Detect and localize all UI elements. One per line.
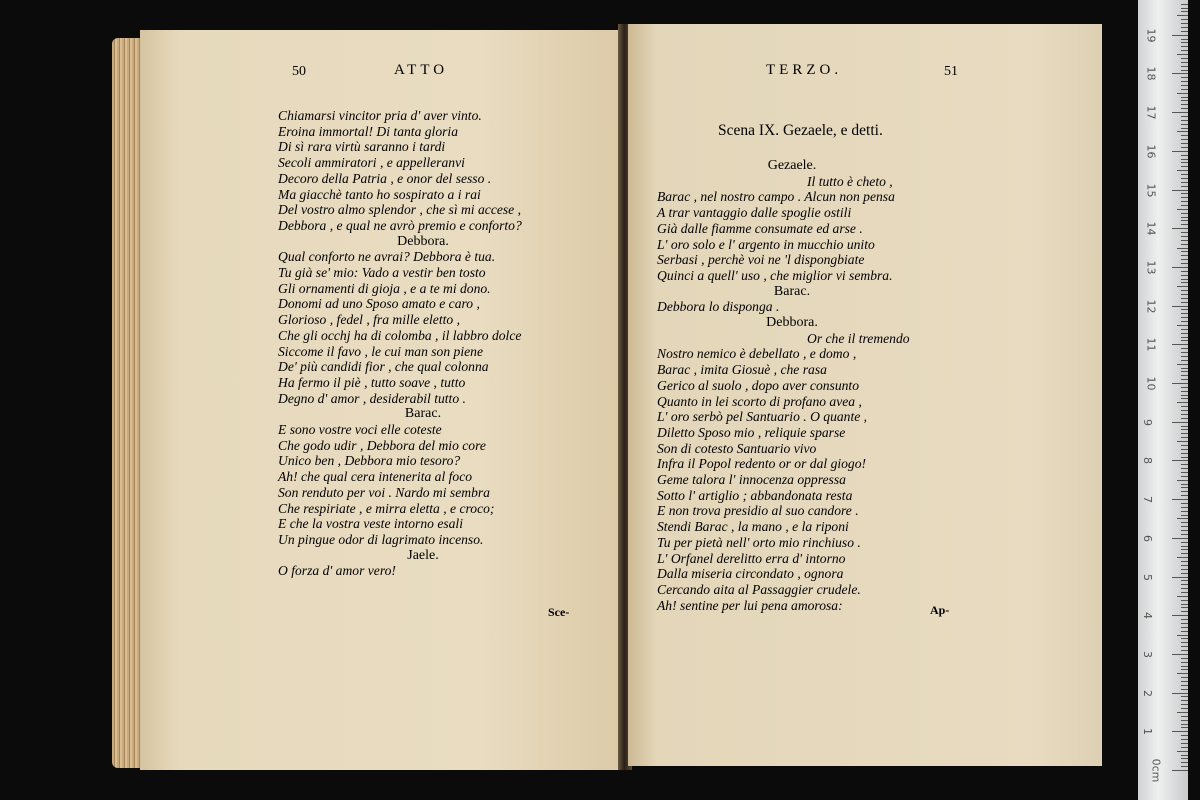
ruler-tick bbox=[1181, 337, 1188, 338]
verse-line: L' oro solo e l' argento in mucchio unito bbox=[657, 236, 875, 252]
verse-line: Che gli occhj ha di colomba , il labbro dolce bbox=[278, 327, 522, 343]
ruler-tick bbox=[1181, 4, 1188, 5]
verse-line: Son di cotesto Santuario vivo bbox=[657, 440, 817, 456]
ruler-tick bbox=[1181, 329, 1188, 330]
verse-line: Nostro nemico è debellato , e domo , bbox=[657, 346, 857, 362]
ruler-tick bbox=[1181, 352, 1188, 353]
ruler-label: 9 bbox=[1141, 418, 1154, 426]
verse-line: Decoro della Patria , e onor del sesso . bbox=[278, 170, 492, 186]
ruler-tick bbox=[1181, 426, 1188, 427]
ruler-label: 10 bbox=[1144, 376, 1158, 391]
ruler-label: 3 bbox=[1141, 650, 1154, 658]
ruler-tick bbox=[1181, 708, 1188, 709]
ruler-tick bbox=[1181, 224, 1188, 225]
verse-line: Secoli ammiratori , e appelleranvi bbox=[278, 155, 465, 171]
ruler-tick bbox=[1181, 429, 1188, 430]
ruler-tick bbox=[1181, 487, 1188, 488]
ruler-label: 4 bbox=[1141, 612, 1154, 620]
ruler-tick bbox=[1181, 321, 1188, 322]
ruler-tick bbox=[1181, 546, 1188, 547]
ruler-tick bbox=[1181, 696, 1188, 697]
ruler-tick bbox=[1181, 418, 1188, 419]
ruler-tick bbox=[1172, 654, 1188, 655]
ruler-tick bbox=[1181, 205, 1188, 206]
ruler-tick bbox=[1181, 453, 1188, 454]
ruler-tick bbox=[1181, 758, 1188, 759]
ruler-tick bbox=[1181, 232, 1188, 233]
ruler-tick bbox=[1181, 217, 1188, 218]
verse-line: Di sì rara virtù saranno i tardi bbox=[278, 139, 446, 155]
ruler-tick bbox=[1181, 197, 1188, 198]
speaker-name: Debbora. bbox=[766, 315, 818, 331]
ruler-tick bbox=[1177, 751, 1188, 752]
ruler-label: 19 bbox=[1144, 28, 1158, 43]
verse-line: Serbasi , perchè voi ne 'l dispongbiate bbox=[657, 252, 865, 268]
ruler-label: 0cm bbox=[1149, 758, 1163, 783]
scene-heading: Scena IX. Gezaele, e detti. bbox=[718, 122, 883, 139]
ruler-tick bbox=[1172, 228, 1188, 229]
ruler-tick bbox=[1181, 410, 1188, 411]
verse-line: E sono vostre voci elle coteste bbox=[278, 422, 442, 438]
ruler-tick bbox=[1181, 642, 1188, 643]
ruler-tick bbox=[1181, 495, 1188, 496]
verse-line: Ah! che qual cera intenerita al foco bbox=[278, 469, 473, 485]
ruler-tick bbox=[1181, 360, 1188, 361]
ruler-tick bbox=[1172, 577, 1188, 578]
ruler-tick bbox=[1181, 468, 1188, 469]
ruler-tick bbox=[1172, 73, 1188, 74]
ruler-tick bbox=[1181, 449, 1188, 450]
ruler-label: 7 bbox=[1141, 496, 1154, 504]
verse-line: Qual conforto ne avrai? Debbora è tua. bbox=[278, 249, 496, 265]
ruler-label: 6 bbox=[1141, 534, 1154, 542]
ruler-tick bbox=[1181, 251, 1188, 252]
ruler-tick bbox=[1181, 340, 1188, 341]
ruler-tick bbox=[1181, 638, 1188, 639]
ruler-tick bbox=[1181, 398, 1188, 399]
ruler-tick bbox=[1181, 244, 1188, 245]
ruler-tick bbox=[1181, 395, 1188, 396]
ruler-tick bbox=[1181, 27, 1188, 28]
verse-line: Ha fermo il piè , tutto soave , tutto bbox=[278, 374, 466, 390]
ruler-tick bbox=[1181, 511, 1188, 512]
verse-line: Che respiriate , e mirra eletta , e croco; bbox=[278, 500, 495, 516]
ruler-tick bbox=[1181, 66, 1188, 67]
verse-line: Il tutto è cheto , bbox=[807, 173, 893, 189]
verse-line: Barac , nel nostro campo . Alcun non pensa bbox=[657, 189, 895, 205]
ruler-tick bbox=[1181, 611, 1188, 612]
ruler-tick bbox=[1181, 526, 1188, 527]
ruler-tick bbox=[1181, 689, 1188, 690]
ruler-tick bbox=[1177, 557, 1188, 558]
ruler-tick bbox=[1181, 619, 1188, 620]
ruler-tick bbox=[1181, 503, 1188, 504]
verse-line: Gerico al suolo , dopo aver consunto bbox=[657, 377, 859, 393]
ruler-tick bbox=[1177, 441, 1188, 442]
verse-line: E che la vostra veste intorno esali bbox=[278, 516, 463, 532]
ruler-tick bbox=[1181, 309, 1188, 310]
verse-line: Già dalle fiamme consumate ed arse . bbox=[657, 220, 863, 236]
ruler-tick bbox=[1181, 669, 1188, 670]
ruler-tick bbox=[1177, 364, 1188, 365]
ruler-tick bbox=[1181, 553, 1188, 554]
ruler-tick bbox=[1181, 124, 1188, 125]
ruler-tick bbox=[1177, 596, 1188, 597]
ruler-tick bbox=[1172, 693, 1188, 694]
ruler-tick bbox=[1181, 201, 1188, 202]
ruler-tick bbox=[1181, 735, 1188, 736]
ruler-tick bbox=[1181, 755, 1188, 756]
ruler-tick bbox=[1181, 433, 1188, 434]
ruler-tick bbox=[1181, 631, 1188, 632]
ruler-tick bbox=[1181, 213, 1188, 214]
verse-line: Del vostro almo splendor , che sì mi accese , bbox=[278, 202, 522, 218]
verse-line: Debbora , e qual ne avrò premio e conforto? bbox=[278, 217, 522, 233]
ruler-tick bbox=[1181, 271, 1188, 272]
ruler-tick bbox=[1181, 104, 1188, 105]
ruler-tick bbox=[1181, 39, 1188, 40]
ruler-tick bbox=[1181, 565, 1188, 566]
measuring-ruler bbox=[1138, 0, 1188, 800]
ruler-tick bbox=[1181, 379, 1188, 380]
ruler-tick bbox=[1172, 770, 1188, 771]
right-catchword: Ap- bbox=[930, 603, 950, 617]
ruler-tick bbox=[1181, 23, 1188, 24]
ruler-tick bbox=[1181, 182, 1188, 183]
ruler-tick bbox=[1181, 147, 1188, 148]
ruler-tick bbox=[1181, 391, 1188, 392]
ruler-tick bbox=[1181, 580, 1188, 581]
ruler-tick bbox=[1181, 46, 1188, 47]
ruler-tick bbox=[1177, 170, 1188, 171]
verse-line: Che godo udir , Debbora del mio core bbox=[278, 437, 486, 453]
ruler-label: 15 bbox=[1144, 183, 1158, 197]
ruler-tick bbox=[1181, 627, 1188, 628]
right-page-text bbox=[657, 158, 927, 613]
ruler-tick bbox=[1172, 344, 1188, 345]
ruler-tick bbox=[1172, 112, 1188, 113]
ruler-tick bbox=[1181, 19, 1188, 20]
ruler-tick bbox=[1181, 604, 1188, 605]
ruler-label: 2 bbox=[1141, 689, 1154, 697]
ruler-tick bbox=[1181, 720, 1188, 721]
ruler-tick bbox=[1181, 600, 1188, 601]
ruler-tick bbox=[1181, 375, 1188, 376]
ruler-tick bbox=[1181, 743, 1188, 744]
ruler-tick bbox=[1172, 35, 1188, 36]
ruler-tick bbox=[1181, 491, 1188, 492]
ruler-tick bbox=[1177, 248, 1188, 249]
ruler-tick bbox=[1181, 534, 1188, 535]
ruler-tick bbox=[1181, 317, 1188, 318]
ruler-tick bbox=[1172, 499, 1188, 500]
ruler-label: 12 bbox=[1144, 299, 1158, 314]
ruler-tick bbox=[1177, 673, 1188, 674]
ruler-tick bbox=[1172, 731, 1188, 732]
ruler-tick bbox=[1181, 704, 1188, 705]
verse-line: L' Orfanel derelitto erra d' intorno bbox=[657, 550, 846, 566]
ruler-tick bbox=[1181, 62, 1188, 63]
ruler-tick bbox=[1181, 186, 1188, 187]
verse-line: Tu già se' mio: Vado a vestir ben tosto bbox=[278, 265, 486, 281]
verse-line: Ah! sentine per lui pena amorosa: bbox=[657, 597, 843, 613]
ruler-tick bbox=[1181, 472, 1188, 473]
ruler-tick bbox=[1181, 592, 1188, 593]
ruler-tick bbox=[1181, 259, 1188, 260]
ruler-tick bbox=[1181, 569, 1188, 570]
ruler-tick bbox=[1181, 437, 1188, 438]
ruler-tick bbox=[1181, 116, 1188, 117]
ruler-tick bbox=[1181, 302, 1188, 303]
ruler-label: 13 bbox=[1144, 260, 1158, 275]
ruler-tick bbox=[1181, 85, 1188, 86]
ruler-tick bbox=[1181, 356, 1188, 357]
ruler-tick bbox=[1181, 658, 1188, 659]
verse-line: Ma giacchè tanto ho sospirato a i rai bbox=[278, 186, 481, 202]
ruler-tick bbox=[1181, 11, 1188, 12]
ruler-tick bbox=[1181, 522, 1188, 523]
ruler-tick bbox=[1181, 739, 1188, 740]
ruler-tick bbox=[1181, 414, 1188, 415]
speaker-name: Debbora. bbox=[397, 233, 449, 249]
ruler-tick bbox=[1181, 159, 1188, 160]
ruler-tick bbox=[1181, 290, 1188, 291]
ruler-tick bbox=[1181, 588, 1188, 589]
ruler-tick bbox=[1181, 368, 1188, 369]
ruler-tick bbox=[1177, 209, 1188, 210]
ruler-tick bbox=[1181, 89, 1188, 90]
verse-line: Eroina immortal! Di tanta gloria bbox=[278, 123, 458, 139]
ruler-tick bbox=[1181, 507, 1188, 508]
speaker-name: Barac. bbox=[773, 283, 811, 299]
ruler-tick bbox=[1181, 8, 1188, 9]
ruler-tick bbox=[1181, 348, 1188, 349]
ruler-tick bbox=[1177, 518, 1188, 519]
ruler-tick bbox=[1181, 747, 1188, 748]
ruler-tick bbox=[1172, 151, 1188, 152]
verse-line: Barac , imita Giosuè , che rasa bbox=[657, 362, 827, 378]
ruler-tick bbox=[1181, 313, 1188, 314]
speaker-name: Barac. bbox=[404, 406, 442, 422]
ruler-tick bbox=[1172, 615, 1188, 616]
ruler-tick bbox=[1181, 484, 1188, 485]
verse-line: Debbora lo disponga . bbox=[657, 299, 780, 315]
ruler-tick bbox=[1181, 766, 1188, 767]
ruler-tick bbox=[1181, 700, 1188, 701]
right-page-number: 51 bbox=[944, 64, 958, 79]
ruler-tick bbox=[1177, 93, 1188, 94]
ruler-tick bbox=[1177, 712, 1188, 713]
ruler-tick bbox=[1181, 662, 1188, 663]
ruler-tick bbox=[1181, 476, 1188, 477]
ruler-tick bbox=[1172, 190, 1188, 191]
ruler-tick bbox=[1181, 162, 1188, 163]
verse-line: Glorioso , fedel , fra mille eletto , bbox=[278, 312, 460, 328]
ruler-tick bbox=[1181, 255, 1188, 256]
verse-line: O forza d' amor vero! bbox=[278, 563, 396, 579]
ruler-tick bbox=[1181, 139, 1188, 140]
verse-line: De' più candidi fior , che qual colonna bbox=[278, 359, 489, 375]
ruler-tick bbox=[1181, 220, 1188, 221]
verse-line: Diletto Sposo mio , reliquie sparse bbox=[657, 424, 846, 440]
ruler-tick bbox=[1181, 263, 1188, 264]
speaker-name: Jaele. bbox=[407, 547, 439, 563]
ruler-tick bbox=[1181, 607, 1188, 608]
ruler-tick bbox=[1181, 646, 1188, 647]
ruler-tick bbox=[1181, 623, 1188, 624]
ruler-tick bbox=[1177, 54, 1188, 55]
ruler-tick bbox=[1181, 762, 1188, 763]
verse-line: Siccome il favo , le cui man son piene bbox=[278, 343, 483, 359]
ruler-tick bbox=[1177, 286, 1188, 287]
ruler-tick bbox=[1181, 58, 1188, 59]
ruler-tick bbox=[1181, 457, 1188, 458]
ruler-tick bbox=[1181, 282, 1188, 283]
ruler-tick bbox=[1177, 402, 1188, 403]
ruler-tick bbox=[1177, 480, 1188, 481]
ruler-tick bbox=[1177, 635, 1188, 636]
ruler-tick bbox=[1181, 81, 1188, 82]
verse-line: L' oro serbò pel Santuario . O quante , bbox=[657, 409, 868, 425]
ruler-tick bbox=[1181, 275, 1188, 276]
ruler-tick bbox=[1181, 143, 1188, 144]
ruler-label: 16 bbox=[1144, 144, 1158, 159]
ruler-tick bbox=[1181, 515, 1188, 516]
left-page-number: 50 bbox=[292, 64, 306, 79]
verse-line: Un pingue odor di lagrimato incenso. bbox=[278, 531, 484, 547]
ruler-tick bbox=[1181, 100, 1188, 101]
ruler-tick bbox=[1181, 294, 1188, 295]
verse-line: E non trova presidio al suo candore . bbox=[657, 503, 859, 519]
verse-line: Unico ben , Debbora mio tesoro? bbox=[278, 453, 461, 469]
verse-line: Gli ornamenti di gioja , e a te mi dono. bbox=[278, 280, 491, 296]
ruler-tick bbox=[1181, 573, 1188, 574]
ruler-tick bbox=[1181, 128, 1188, 129]
ruler-tick bbox=[1181, 240, 1188, 241]
ruler-tick bbox=[1181, 50, 1188, 51]
ruler-tick bbox=[1181, 561, 1188, 562]
left-running-head: ATTO bbox=[394, 62, 449, 78]
ruler-tick bbox=[1181, 685, 1188, 686]
ruler-tick bbox=[1181, 298, 1188, 299]
verse-line: Infra il Popol redento or or dal giogo! bbox=[657, 456, 867, 472]
ruler-label: 14 bbox=[1144, 221, 1158, 236]
ruler-tick bbox=[1172, 460, 1188, 461]
verse-line: A trar vantaggio dalle spoglie ostili bbox=[657, 205, 852, 221]
ruler-tick bbox=[1181, 716, 1188, 717]
ruler-tick bbox=[1181, 406, 1188, 407]
ruler-tick bbox=[1181, 371, 1188, 372]
ruler-tick bbox=[1177, 325, 1188, 326]
ruler-tick bbox=[1181, 542, 1188, 543]
ruler-tick bbox=[1172, 383, 1188, 384]
ruler-tick bbox=[1181, 333, 1188, 334]
ruler-tick bbox=[1181, 193, 1188, 194]
ruler-tick bbox=[1181, 135, 1188, 136]
ruler-label: 17 bbox=[1144, 105, 1158, 120]
left-page-text bbox=[278, 108, 568, 579]
ruler-tick bbox=[1181, 279, 1188, 280]
verse-line: Quinci a quell' uso , che miglior vi sembra. bbox=[657, 267, 893, 283]
verse-line: Cercando aita al Passaggier crudele. bbox=[657, 581, 861, 597]
ruler-label: 1 bbox=[1141, 728, 1154, 736]
ruler-tick bbox=[1181, 174, 1188, 175]
speaker-name: Gezaele. bbox=[767, 158, 817, 173]
ruler-label: 5 bbox=[1141, 573, 1154, 581]
ruler-tick bbox=[1181, 236, 1188, 237]
ruler-tick bbox=[1181, 530, 1188, 531]
ruler-tick bbox=[1172, 422, 1188, 423]
verse-line: Son renduto per voi . Nardo mi sembra bbox=[278, 484, 490, 500]
ruler-tick bbox=[1181, 650, 1188, 651]
ruler-tick bbox=[1181, 387, 1188, 388]
verse-line: Degno d' amor , desiderabil tutto . bbox=[278, 390, 466, 406]
ruler-tick bbox=[1181, 97, 1188, 98]
ruler-tick bbox=[1181, 584, 1188, 585]
ruler-tick bbox=[1181, 445, 1188, 446]
ruler-tick bbox=[1172, 538, 1188, 539]
verse-line: Sotto l' artiglio ; abbandonata resta bbox=[657, 487, 853, 503]
left-catchword: Sce- bbox=[548, 605, 570, 619]
ruler-tick bbox=[1181, 42, 1188, 43]
ruler-label: 11 bbox=[1144, 337, 1158, 352]
ruler-tick bbox=[1181, 681, 1188, 682]
verse-line: Donomi ad uno Sposo amato e caro , bbox=[278, 296, 480, 312]
verse-line: Stendi Barac , la mano , e la riponi bbox=[657, 519, 849, 535]
ruler-tick bbox=[1177, 15, 1188, 16]
ruler-label: 18 bbox=[1144, 66, 1158, 81]
ruler-tick bbox=[1172, 306, 1188, 307]
ruler-tick bbox=[1181, 724, 1188, 725]
right-running-head: TERZO. bbox=[766, 62, 843, 78]
ruler-tick bbox=[1181, 77, 1188, 78]
ruler-tick bbox=[1181, 549, 1188, 550]
ruler-tick bbox=[1181, 666, 1188, 667]
ruler-tick bbox=[1172, 267, 1188, 268]
ruler-tick bbox=[1181, 464, 1188, 465]
ruler-tick bbox=[1181, 31, 1188, 32]
ruler-tick bbox=[1181, 108, 1188, 109]
verse-line: Quanto in lei scorto di profano avea , bbox=[657, 393, 862, 409]
verse-line: Dalla miseria circondato , ognora bbox=[657, 566, 844, 582]
ruler-label: 8 bbox=[1141, 457, 1154, 465]
ruler-tick bbox=[1181, 120, 1188, 121]
ruler-tick bbox=[1181, 178, 1188, 179]
ruler-tick bbox=[1181, 70, 1188, 71]
verse-line: Tu per pietà nell' orto mio rinchiuso . bbox=[657, 534, 861, 550]
verse-line: Or che il tremendo bbox=[807, 330, 910, 346]
ruler-tick bbox=[1181, 155, 1188, 156]
verse-line: Geme talora l' innocenza oppressa bbox=[657, 472, 846, 488]
ruler-tick bbox=[1181, 677, 1188, 678]
ruler-tick bbox=[1181, 727, 1188, 728]
ruler-tick bbox=[1177, 131, 1188, 132]
verse-line: Chiamarsi vincitor pria d' aver vinto. bbox=[278, 108, 482, 123]
ruler-tick bbox=[1181, 166, 1188, 167]
